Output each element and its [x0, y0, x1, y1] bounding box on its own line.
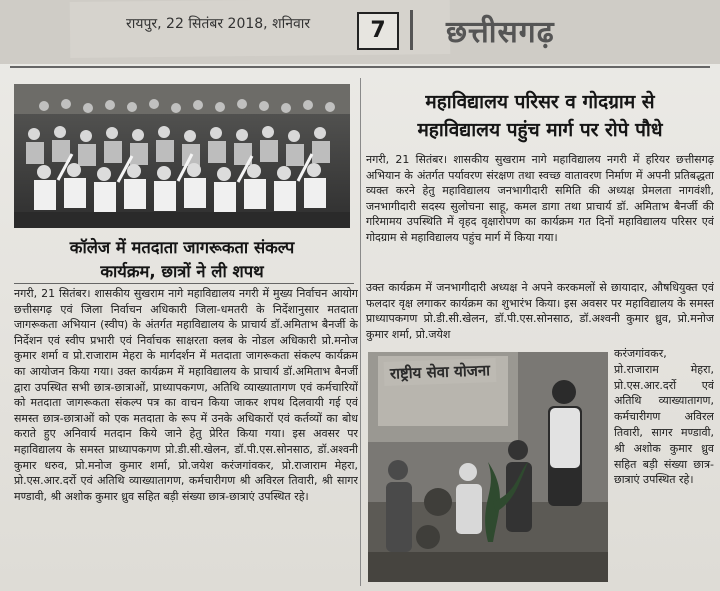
right-headline-line-2: महाविद्यालय पहुंच मार्ग पर रोपे पौधे [417, 119, 663, 141]
dateline: रायपुर, 22 सितंबर 2018, शनिवार [126, 16, 311, 32]
right-headline-line-1: महाविद्यालय परिसर व गोदग्राम से [425, 91, 655, 113]
page-number-box: 7 [357, 12, 399, 50]
photo-tree-plantation-image [368, 352, 608, 582]
section-title: छत्तीसगढ़ [446, 15, 555, 50]
photo-students-oath-image [14, 84, 350, 228]
photo-tree-plantation [368, 352, 608, 582]
right-article-para-1: नगरी, 21 सितंबर। शासकीय सुखराम नागे महाविद्यालय नगरी में हरियर छत्तीसगढ़ अभियान के अंतर्गत पर्यावरण संरक्षण तथा स्वच्छ वातावरण निर्माण में अपनी प्रतिबद्धता व्यक्त करने हेतु महाविद्यालय जनभागीदारी समिति की अध्यक्ष प्रेमलता नागवंशी, जनभागीदारी सदस्य सुलोचना साहू, कमल डागा तथा प्राचार्य डॉ. अमिताभ बैनर्जी की गरिमामय उपस्थिति में वृहद वृक्षारोपण का कार्यक्रम गत दिनों महाविद्यालय परिसर एवं गोदग्राम से महाविद्यालय पहुंच मार्ग में किया गया। [366, 153, 714, 244]
right-article-headline [366, 88, 714, 144]
left-article-headline [14, 236, 350, 284]
left-headline-line-1: कॉलेज में मतदाता जागरूकता संकल्प [69, 238, 295, 257]
photo-students-oath [14, 84, 350, 228]
header-rule [10, 66, 710, 68]
left-article-body: नगरी, 21 सितंबर। शासकीय सुखराम नागे महाविद्यालय नगरी में मुख्य निर्वाचन आयोग छत्तीसगढ़ एवं जिला निर्वाचन अधिकारी जिला-धमतरी के निर्देशानुसार मतदाता जागरूकता अभियान (स्वीप) के अंतर्गत महाविद्यालय के प्राचार्य डॉ.अमिताभ बैनर्जी के निर्देशन एवं स्वीप प्रभारी एवं निर्वाचक साक्षरता क्लब के नोडल अधिकारी प्रो.मनोज कुमार शर्मा व प्रो.राजाराम मेहरा के मार्गदर्शन में मतदाता जागरूकता संकल्प कार्यक्रम का आयोजन किया गया। उक्त कार्यक्रम में महाविद्यालय के प्राचार्य डॉ.अमिताभ बैनर्जी द्वारा उपस्थित सभी छात्र-छात्राओं, प्राध्यापकगण, अतिथि व्याख्यातागण एवं कर्मचारियों को मतदाता जागरूकता संकल्प पत्र का वाचन किया जाकर शपथ दिलवायी गई एवं समस्त छात्र-छात्राओं को एक मतदाता के रूप में उनके अधिकारों एवं कर्तव्यों का बोध कराते हुए अनिवार्य मतदान किये जाने हेतु प्रेरित किया गया। इस अवसर पर महाविद्यालय के समस्त प्राध्यापकगण प्रो.डी.सी.खेलन, डॉ.पी.एस.सोनसाठ, डॉ.अश्वनी कुमार धरुव, प्रो.मनोज कुमार शर्मा, प्रो.जयेश करंजगांवकर, प्रो.राजाराम मेहरा, प्रो.एस.आर.दर्रो एवं अतिथि व्याख्यातागण, कर्मचारीगण श्री अविरल तिवारी, श्री सागर मण्डावी, श्री अशोक कुमार ध्रुव सहित बड़ी संख्या छात्र-छात्राएं उपस्थित रहे। [14, 287, 358, 503]
right-article-para-2: उक्त कार्यक्रम में जनभागीदारी अध्यक्ष ने अपने करकमलों से छायादार, औषधियुक्त एवं फलदार वृक्ष लगाकर कार्यक्रम का शुभारंभ किया। इस अवसर पर महाविद्यालय के समस्त प्राध्यापकगण प्रो.डी.सी.खेलन, डॉ.पी.एस.सोनसाठ, डॉ.अश्वनी कुमार ध्रुव, प्रो.मनोज कुमार शर्मा, प्रो.जयेश [366, 281, 714, 341]
nss-banner-text: राष्ट्रीय सेवा योजना [384, 358, 497, 386]
left-headline-rule [14, 283, 354, 284]
header-divider [410, 10, 413, 50]
right-article-para-3: करंजगांवकर, प्रो.राजाराम मेहरा, प्रो.एस.आर.दर्रो एवं अतिथि व्याख्यातागण, कर्मचारीगण अविरल तिवारी, सागर मण्डावी, श्री अशोक कुमार ध्रुव सहित बड़ी संख्या छात्र-छात्राएं उपस्थित रहे। [614, 347, 714, 487]
column-divider [360, 78, 361, 586]
left-headline-line-2: कार्यक्रम, छात्रों ने ली शपथ [100, 262, 264, 281]
